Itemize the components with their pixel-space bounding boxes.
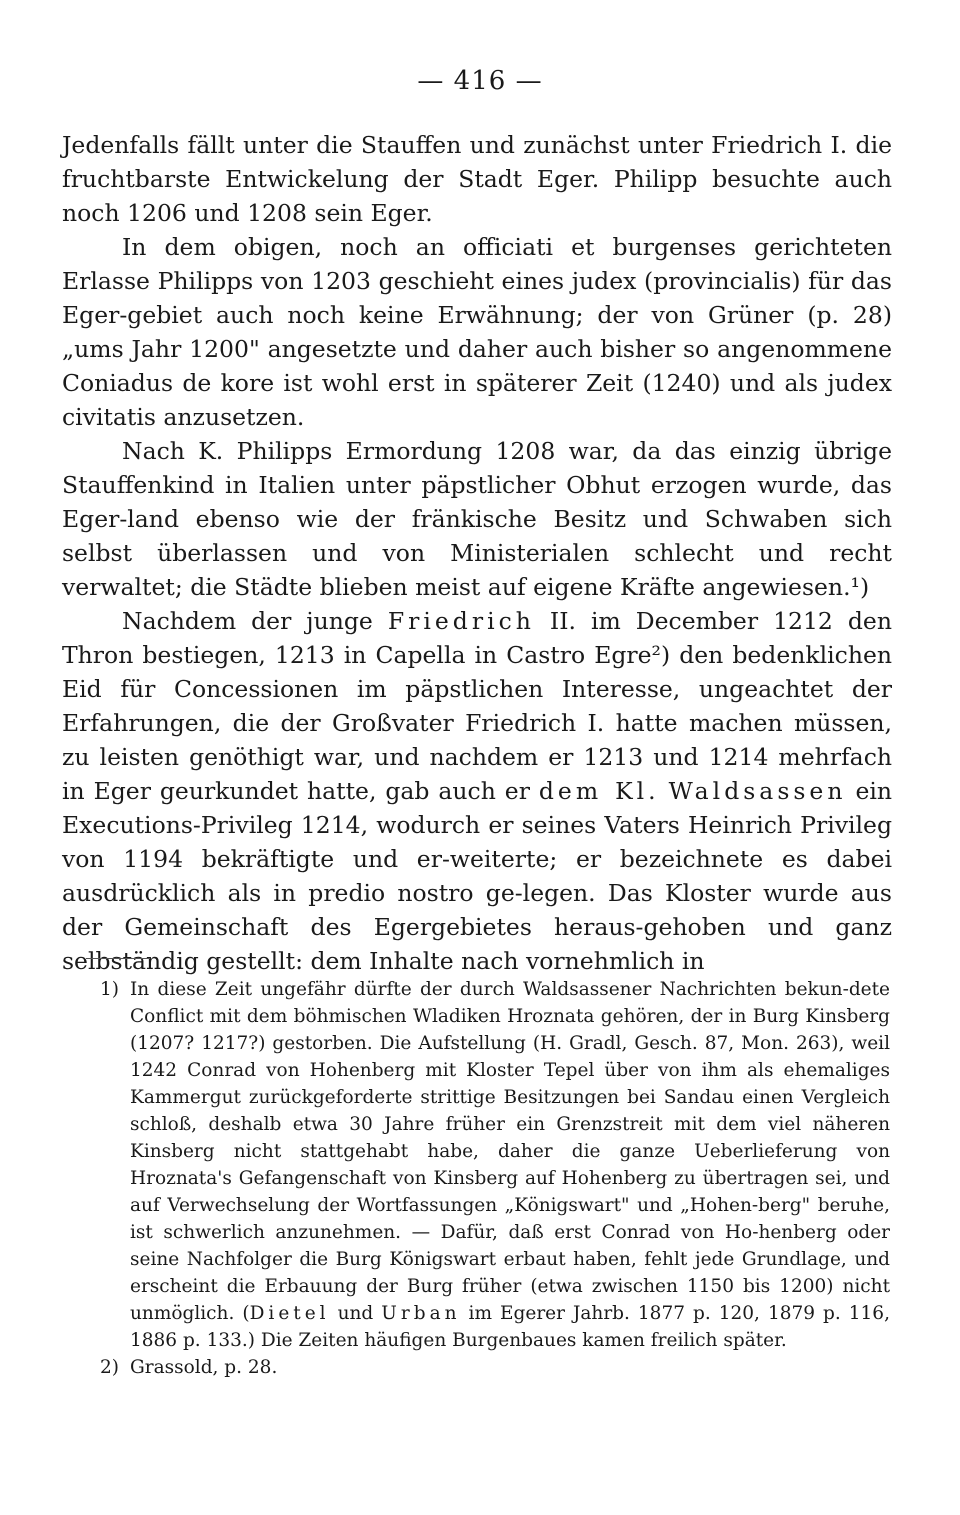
name-friedrich-spaced: Friedrich [387,607,535,635]
main-text [62,128,892,978]
footnote-2 [100,1354,890,1381]
dem-kl-spaced: dem Kl. [538,777,660,805]
footnote-divider [86,958,150,959]
paragraph-4-part-b: II. im December 1212 den Thron bestiegen, 1213 in Capella in Castro Egre²) den bedenklichen Eid für Concessionen im päpstlichen Interesse, ungeachtet der Erfahrungen, die der Großvater Friedrich I. hatte machen müssen, zu leisten genöthigt war, und nachdem er 1213 und 1214 mehrfach in Eger geurkundet hatte, gab auch er [62,607,892,805]
footnote-2-number: 2) [100,1357,119,1378]
page-number: — 416 — [417,66,543,96]
paragraph-4-part-c: ein Executions-Privileg 1214, wodurch er seines Vaters Heinrich Privileg von 1194 bekräftigte und er-weiterte; er bezeichnete es dabei ausdrücklich als in predio nostro ge-legen. Das Kloster wurde aus der Gemeinschaft des Egergebietes heraus-gehoben und ganz selbständig gestellt: dem Inhalte nach vornehmlich in [62,777,892,975]
name-waldsassen-spaced: Waldsassen [668,777,847,805]
paragraph-4 [62,604,892,978]
paragraph-3: Nach K. Philipps Ermordung 1208 war, da das einzig übrige Stauffenkind in Italien unter päpstlicher Obhut erzogen wurde, das Eger-land ebenso wie der fränkische Besitz und Schwaben sich selbst überlassen und von Ministerialen schlecht und recht verwaltet; die Städte blieben meist auf eigene Kräfte angewiesen.¹) [62,437,892,601]
paragraph-1: Jedenfalls fällt unter die Stauffen und zunächst unter Friedrich I. die fruchtbarste Entwickelung der Stadt Eger. Philipp besuchte auch noch 1206 und 1208 sein Eger. [62,131,892,227]
author-urban-spaced: Urban [381,1303,461,1324]
author-dietel-spaced: Dietel [249,1303,330,1324]
footnote-2-text: Grassold, p. 28. [130,1357,278,1378]
footnote-1-part-a: In diese Zeit ungefähr dürfte der durch Waldsassener Nachrichten bekun-dete Conflict mit dem böhmischen Wladiken Hroznata gehören, der in Burg Kinsberg (1207? 1217?) gestorben. Die Aufstellung (H. Gradl, Gesch. 87, Mon. 263), weil 1242 Conrad von Hohenberg mit Kloster Tepel über von ihm als ehemaliges Kammergut zurückgeforderte strittige Besitzungen bei Sandau einen Vergleich schloß, deshalb etwa 30 Jahre früher ein Grenzstreit mit dem viel näheren Kinsberg nicht stattgehabt habe, daher die ganze Ueberlieferung von Hroznata's Gefangenschaft von Kinsberg auf Hohenberg zu übertragen sei, und auf Verwechselung der Wortfassungen „Königswart" und „Hohen-berg" beruhe, ist schwerlich anzunehmen. — Dafür, daß erst Conrad von Ho-henberg oder seine Nachfolger die Burg Königswart erbaut haben, fehlt jede Grundlage, und erscheint die Erbauung der Burg früher (etwa zwischen 1150 bis 1200) nicht unmöglich. ( [130,979,890,1324]
paragraph-4-part-a: Nachdem der junge [122,607,373,635]
footnote-1 [100,976,890,1354]
footnotes [100,976,890,1381]
footnote-1-number: 1) [100,979,119,1000]
footnote-1-part-b: im Egerer Jahrb. 1877 p. 120, 1879 p. 116, 1886 p. 133.) Die Zeiten häufigen Burgenbaues kamen freilich später. [130,1303,890,1351]
paragraph-2: In dem obigen, noch an officiati et burgenses gerichteten Erlasse Philipps von 1203 geschieht eines judex (provincialis) für das Eger-gebiet auch noch keine Erwähnung; der von Grüner (p. 28) „ums Jahr 1200" angesetzte und daher auch bisher so angenommene Coniadus de kore ist wohl erst in späterer Zeit (1240) und als judex civitatis anzusetzen. [62,233,892,431]
footnote-1-und: und [337,1303,374,1324]
